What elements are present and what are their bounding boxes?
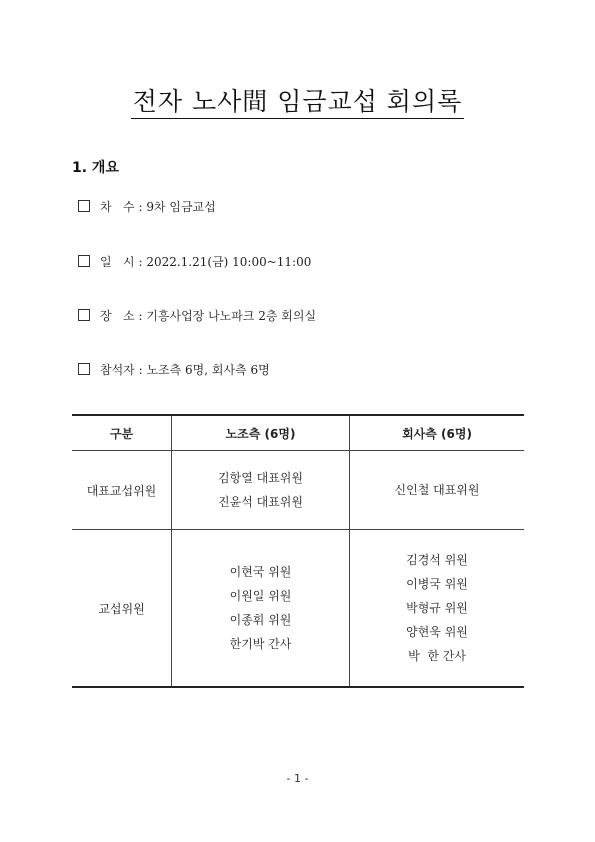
overview-label: 참석자 xyxy=(100,363,135,377)
checkbox-square-icon xyxy=(78,255,90,267)
member-name: 박 한 간사 xyxy=(408,649,466,663)
overview-value: 2022.1.21(금) 10:00~11:00 xyxy=(146,255,312,269)
overview-label: 차 수 xyxy=(100,200,135,214)
overview-row-attendees: 참석자 : 노조측 6명, 회사측 6명 xyxy=(78,362,270,378)
members-table xyxy=(72,414,524,688)
table-row-representatives xyxy=(72,451,524,530)
overview-value: 9차 임금교섭 xyxy=(146,200,216,214)
company-members-cell xyxy=(350,451,525,530)
header-company: 회사측 (6명) xyxy=(350,415,525,451)
member-name: 이원일 위원 xyxy=(229,589,292,603)
document-title xyxy=(0,86,595,118)
member-name: 이종휘 위원 xyxy=(229,613,292,627)
overview-row-location: 장 소 : 기흥사업장 나노파크 2층 회의실 xyxy=(78,308,316,324)
overview-value: 노조측 6명, 회사측 6명 xyxy=(146,363,270,377)
row-category: 교섭위원 xyxy=(72,530,172,688)
row-category: 대표교섭위원 xyxy=(72,451,172,530)
checkbox-square-icon xyxy=(78,363,90,375)
member-name: 김경석 위원 xyxy=(406,553,468,567)
member-name: 이병국 위원 xyxy=(406,577,468,591)
company-members-cell xyxy=(350,530,525,688)
document-title-text: 전자 노사間 임금교섭 회의록 xyxy=(131,87,465,119)
member-name: 이현국 위원 xyxy=(229,565,292,579)
table-row-negotiators xyxy=(72,530,524,688)
member-name: 진윤석 대표위원 xyxy=(218,495,303,509)
overview-row-session: 차 수 : 9차 임금교섭 xyxy=(78,199,216,215)
checkbox-square-icon xyxy=(78,309,90,321)
table-header-row xyxy=(72,415,524,451)
overview-label: 장 소 xyxy=(100,309,135,323)
member-name: 박형규 위원 xyxy=(406,601,468,615)
union-members-cell xyxy=(172,451,350,530)
header-union: 노조측 (6명) xyxy=(172,415,350,451)
member-name: 한기박 간사 xyxy=(229,637,292,651)
checkbox-square-icon xyxy=(78,200,90,212)
header-category: 구분 xyxy=(72,415,172,451)
member-name: 김항열 대표위원 xyxy=(218,471,303,485)
page-number: - 1 - xyxy=(286,772,309,785)
overview-label: 일 시 xyxy=(100,255,135,269)
member-name: 양현욱 위원 xyxy=(406,625,468,639)
section-heading: 1. 개요 xyxy=(72,160,119,176)
union-members-cell xyxy=(172,530,350,688)
overview-row-datetime: 일 시 : 2022.1.21(금) 10:00~11:00 xyxy=(78,254,311,270)
member-name: 신인철 대표위원 xyxy=(394,483,480,497)
overview-value: 기흥사업장 나노파크 2층 회의실 xyxy=(146,309,317,323)
